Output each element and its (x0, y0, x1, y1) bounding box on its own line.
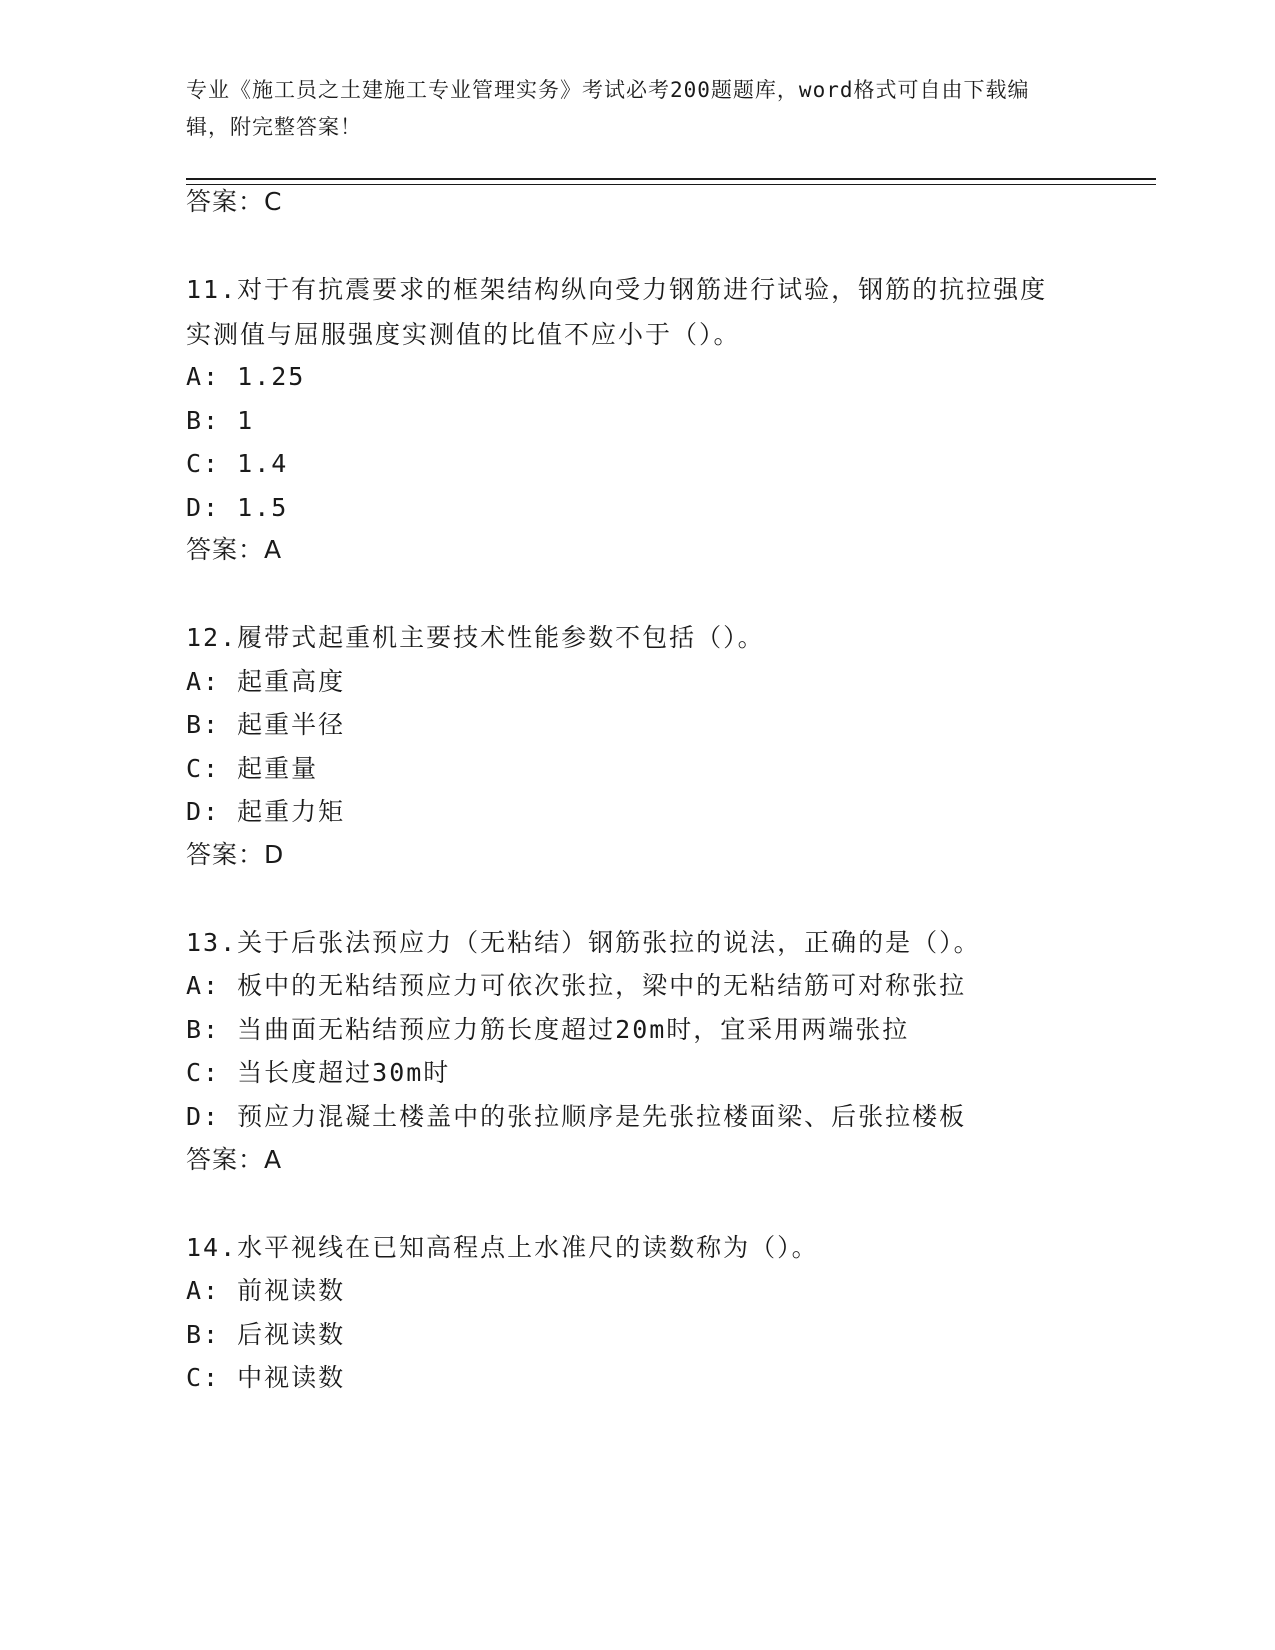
question-13-option-d: D: 预应力混凝土楼盖中的张拉顺序是先张拉楼面梁、后张拉楼板 (186, 1102, 967, 1131)
question-12-answer: 答案：D (186, 840, 285, 869)
question-14-stem: 14.水平视线在已知高程点上水准尺的读数称为（）。 (186, 1233, 819, 1262)
header-rule-thin (186, 184, 1156, 185)
question-13-option-c: C: 当长度超过30m时 (186, 1058, 451, 1087)
question-12-option-d: D: 起重力矩 (186, 797, 346, 826)
document-page (186, 0, 1156, 1650)
question-11-option-c: C: 1.4 (186, 449, 289, 478)
question-11-stem: 11.对于有抗震要求的框架结构纵向受力钢筋进行试验，钢筋的抗拉强度实测值与屈服强度实测值的比值不应小于（）。 (186, 275, 1048, 349)
question-11-option-b: B: 1 (186, 406, 255, 435)
question-13-option-a: A: 板中的无粘结预应力可依次张拉，梁中的无粘结筋可对称张拉 (186, 971, 967, 1000)
question-11-option-d: D: 1.5 (186, 493, 289, 522)
question-12-option-a: A: 起重高度 (186, 667, 346, 696)
header-rule-thick (186, 178, 1156, 180)
question-14-option-b: B: 后视读数 (186, 1320, 346, 1349)
question-14-option-c: C: 中视读数 (186, 1363, 346, 1392)
question-13-option-b: B: 当曲面无粘结预应力筋长度超过20m时，宜采用两端张拉 (186, 1015, 910, 1044)
question-12-stem: 12.履带式起重机主要技术性能参数不包括（）。 (186, 623, 765, 652)
answer-10: 答案：C (186, 187, 283, 216)
question-14-option-a: A: 前视读数 (186, 1276, 346, 1305)
question-11-option-a: A: 1.25 (186, 362, 306, 391)
question-12-option-c: C: 起重量 (186, 754, 319, 783)
question-13-answer: 答案：A (186, 1145, 283, 1174)
question-13-stem: 13.关于后张法预应力（无粘结）钢筋张拉的说法，正确的是（）。 (186, 928, 981, 957)
question-11-answer: 答案：A (186, 535, 283, 564)
page-header-text: 专业《施工员之土建施工专业管理实务》考试必考200题题库，word格式可自由下载编辑，附完整答案！ (186, 78, 1030, 139)
question-12-option-b: B: 起重半径 (186, 710, 346, 739)
